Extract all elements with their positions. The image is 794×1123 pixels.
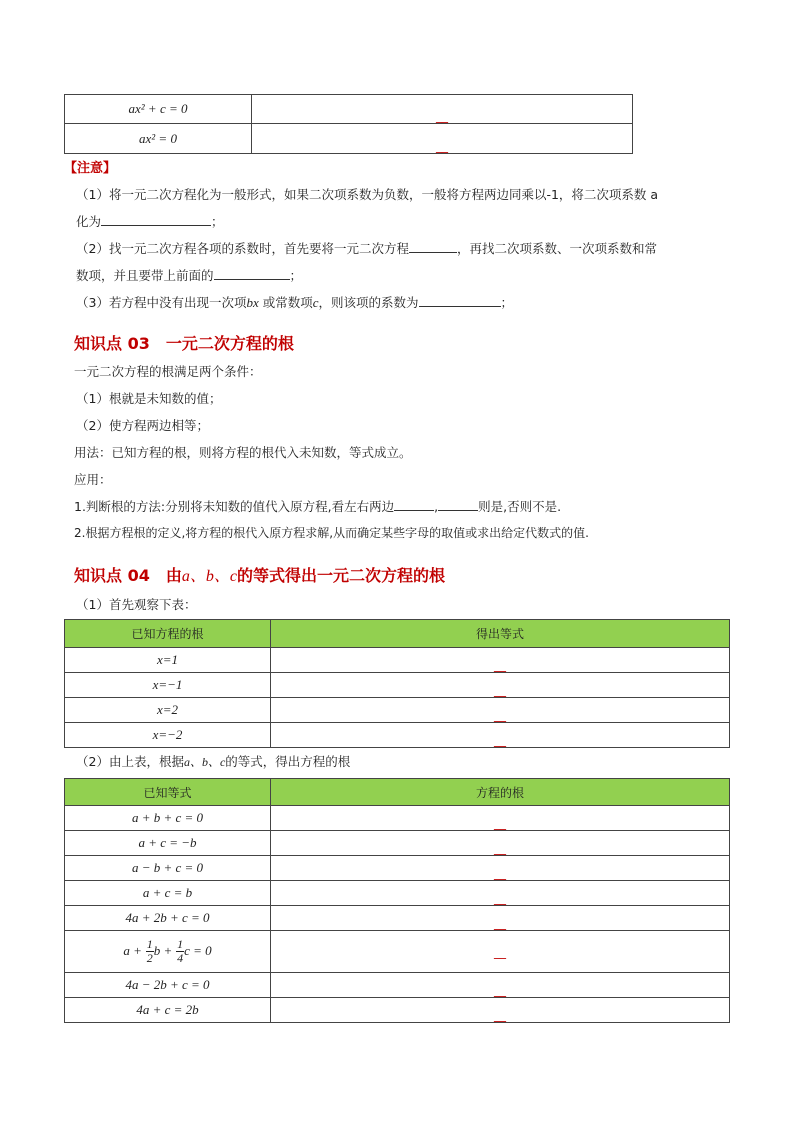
- blank-fill[interactable]: [409, 240, 457, 253]
- blank-fill[interactable]: [214, 267, 290, 280]
- table-row-root: x=−2: [65, 723, 271, 748]
- table-row-eq: a − b + c = 0: [65, 856, 271, 881]
- roots-table: [64, 619, 730, 748]
- note-p3-bx: bx: [246, 295, 259, 310]
- note-p3-b: 或常数项: [262, 295, 313, 310]
- table-row-ans: __: [271, 881, 730, 906]
- note-p1-line1: （1）将一元二次方程化为一般形式，如果二次项系数为负数，一般将方程两边同乘以-1，将二次项系数 a: [76, 187, 659, 202]
- k3-l6-a: 1.判断根的方法:分别将未知数的值代入原方程,看左右两边: [74, 499, 395, 514]
- k3-line4: 用法：已知方程的根，则将方程的根代入未知数，等式成立。: [74, 445, 412, 460]
- k4-step1: （1）首先观察下表：: [76, 597, 197, 612]
- table-row-ans: __: [271, 723, 730, 748]
- note-p2-line1: [76, 239, 657, 257]
- table-row-ans: __: [271, 648, 730, 673]
- equations-table: [64, 778, 730, 1023]
- note-p3-line: [76, 293, 513, 311]
- fraction-quarter: $\frac{1}{4}$: [177, 937, 184, 965]
- table-row-ans: __: [271, 831, 730, 856]
- equations-table-header-2: 方程的根: [271, 779, 730, 806]
- blank-fill[interactable]: [438, 498, 478, 511]
- k3-line7: 2.根据方程根的定义,将方程的根代入原方程求解,从而确定某些字母的取值或求出给定代数式的值.: [74, 526, 589, 540]
- k3-line5: 应用：: [74, 472, 112, 487]
- note-p2-end: ；: [289, 268, 303, 283]
- table-row-ans: __: [271, 806, 730, 831]
- table-row-ans: __: [271, 973, 730, 998]
- note-p1-line2: [76, 212, 224, 230]
- blank-fill[interactable]: [101, 213, 211, 226]
- note-p2-a: （2）找一元二次方程各项的系数时，首先要将一元二次方程: [76, 241, 409, 256]
- table-row-ans: __: [271, 906, 730, 931]
- note-p2-line2: [76, 266, 302, 284]
- k3-line2: （1）根就是未知数的值；: [76, 391, 222, 406]
- roots-table-header-2: 得出等式: [271, 620, 730, 648]
- k3-line1: 一元二次方程的根满足两个条件：: [74, 364, 262, 379]
- k4-s2-b: 的等式，得出方程的根: [225, 754, 351, 769]
- table-row-root: x=−1: [65, 673, 271, 698]
- note-p3-d: ，则该项的系数为: [318, 295, 419, 310]
- table-row-ans: __: [271, 698, 730, 723]
- table-row-eq: 4a − 2b + c = 0: [65, 973, 271, 998]
- k4-s2-a: （2）由上表，根据: [76, 754, 184, 769]
- k3-l6-b: ,: [434, 499, 439, 514]
- blank-fill[interactable]: [394, 498, 434, 511]
- table-row-eq: a + c = b: [65, 881, 271, 906]
- top-table-ans-2: __: [252, 124, 633, 154]
- k4-heading-b: 的等式得出一元二次方程的根: [236, 566, 445, 585]
- table-row-root: x=1: [65, 648, 271, 673]
- table-row-eq-fraction: a + $\frac{1}{2}$ b + $\frac{1}{4}$ c = 0: [65, 931, 271, 973]
- k4-s2-vars: a、b、c: [183, 755, 226, 769]
- table-row-root: x=2: [65, 698, 271, 723]
- blank-fill[interactable]: [419, 294, 501, 307]
- top-table: [64, 94, 633, 154]
- note-title: 【注意】: [64, 161, 117, 176]
- equations-table-header-1: 已知等式: [65, 779, 271, 806]
- table-row-ans: __: [271, 856, 730, 881]
- top-table-eq-2: ax² = 0: [65, 124, 252, 154]
- note-p1-label: 化为: [76, 214, 102, 229]
- note-p1-end: ；: [211, 214, 224, 229]
- table-row-eq: 4a + c = 2b: [65, 998, 271, 1023]
- table-row-ans: __: [271, 998, 730, 1023]
- note-p3-c: c: [312, 295, 319, 310]
- section-heading-k4: [74, 563, 445, 586]
- top-table-eq-1: ax² + c = 0: [65, 95, 252, 124]
- note-p3-a: （3）若方程中没有出现一次项: [76, 295, 247, 310]
- table-row-ans: __: [271, 673, 730, 698]
- k3-line3: （2）使方程两边相等；: [76, 418, 209, 433]
- k3-line6: [74, 497, 561, 515]
- table-row-eq: a + b + c = 0: [65, 806, 271, 831]
- note-p3-end: ；: [500, 295, 514, 310]
- k4-heading-vars: a、b、c: [181, 568, 237, 585]
- section-heading-k3: 知识点 03 一元二次方程的根: [74, 334, 294, 353]
- k3-l6-c: 则是,否则不是.: [478, 499, 562, 514]
- top-table-ans-1: __: [252, 95, 633, 124]
- fraction-half: $\frac{1}{2}$: [146, 937, 153, 965]
- table-row-ans: __: [271, 931, 730, 973]
- note-p2-c: 数项，并且要带上前面的: [76, 268, 214, 283]
- note-p2-b: ，再找二次项系数、一次项系数和常: [456, 241, 657, 256]
- k4-step2: [76, 752, 350, 770]
- roots-table-header-1: 已知方程的根: [65, 620, 271, 648]
- table-row-eq: a + c = −b: [65, 831, 271, 856]
- table-row-eq: 4a + 2b + c = 0: [65, 906, 271, 931]
- k4-heading-a: 知识点 04 由: [74, 566, 182, 585]
